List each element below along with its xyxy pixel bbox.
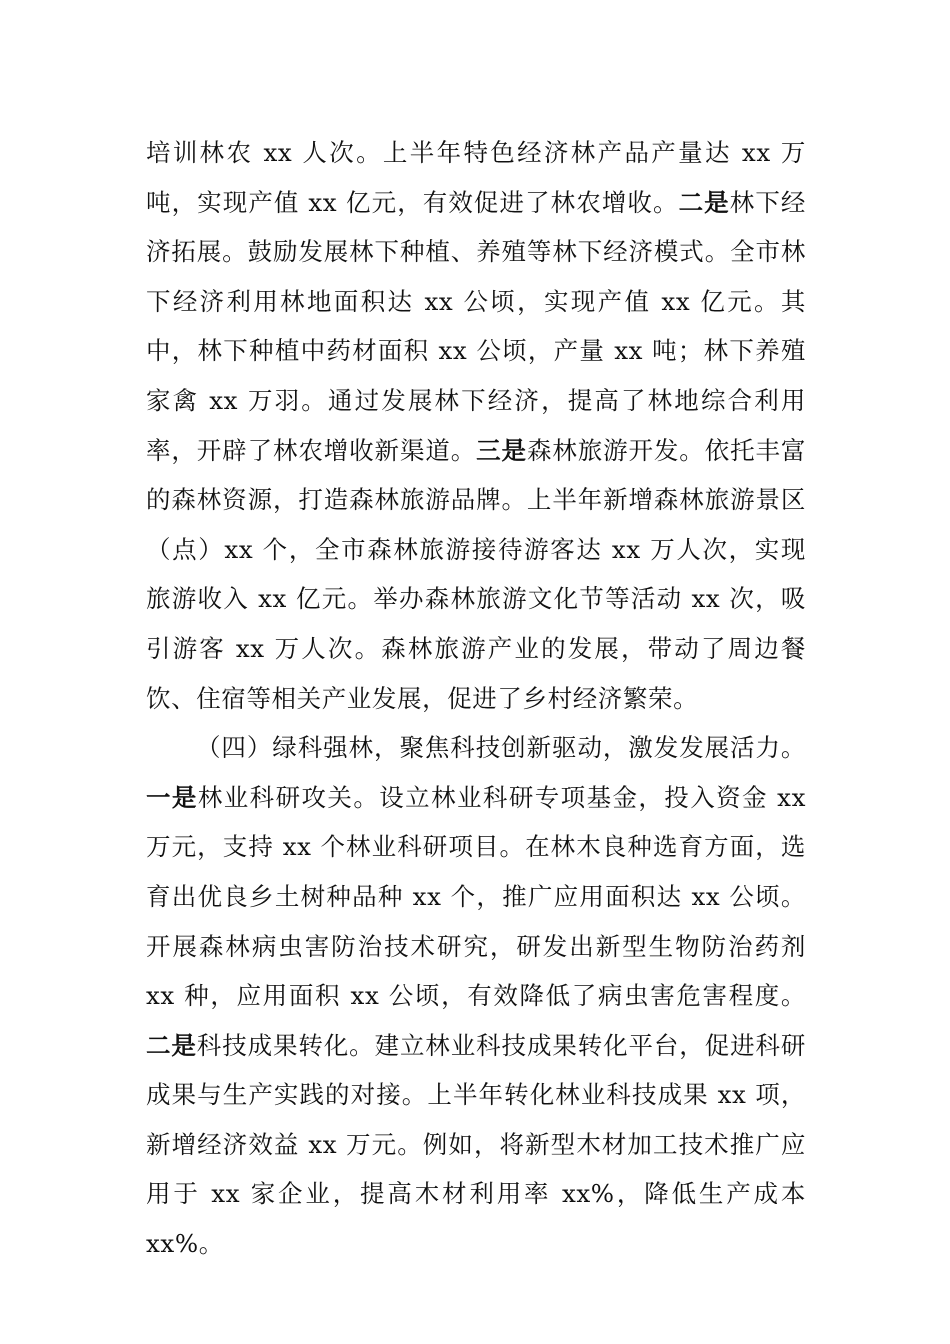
bold-marker-one: 一是 xyxy=(146,782,198,812)
paragraph-text: 林业科研攻关。设立林业科研专项基金，投入资金 xx 万元，支持 xx 个林业科研项目。在林木良种选育方面，选育出优良乡土树种品种 xx 个，推广应用面积达 xx 公顷。开展森林病虫害防治技术研究，研发出新型生物防治药剂 xx 种，应用面积 xx 公顷，有效降低了病虫害危害程度。 xyxy=(146,782,807,1011)
paragraph-text: 培训林农 xx 人次。上半年特色经济林产品产量达 xx 万吨，实现产值 xx 亿元，有效促进了林农增收。 xyxy=(146,138,806,217)
section-heading: （四）绿科强林，聚焦科技创新驱动，激发发展活力。 xyxy=(196,733,806,763)
bold-marker-two: 二是 xyxy=(146,1030,197,1060)
paragraph-text: 科技成果转化。建立林业科技成果转化平台，促进科研成果与生产实践的对接。上半年转化林业科技成果 xx 项，新增经济效益 xx 万元。例如，将新型木材加工技术推广应用于 xx 家企业，提高木材利用率 xx%，降低生产成本 xx%。 xyxy=(146,1030,806,1259)
paragraph-text: 森林旅游开发。依托丰富的森林资源，打造森林旅游品牌。上半年新增森林旅游景区（点）xx 个，全市森林旅游接待游客达 xx 万人次，实现旅游收入 xx 亿元。举办森林旅游文化节等活动 xx 次，吸引游客 xx 万人次。森林旅游产业的发展，带动了周边餐饮、住宿等相关产业发展，促进了乡村经济繁荣。 xyxy=(146,435,806,713)
paragraph-text: 林下经济拓展。鼓励发展林下种植、养殖等林下经济模式。全市林下经济利用林地面积达 xx 公顷，实现产值 xx 亿元。其中，林下种植中药材面积 xx 公顷，产量 xx 吨；林下养殖家禽 xx 万羽。通过发展林下经济，提高了林地综合利用率，开辟了林农增收新渠道。 xyxy=(146,187,806,465)
paragraph-section-four xyxy=(146,723,806,1269)
paragraph-forest-economy xyxy=(146,128,806,723)
bold-marker-two: 二是 xyxy=(678,187,730,217)
document-page xyxy=(146,128,806,1269)
bold-marker-three: 三是 xyxy=(476,435,527,465)
